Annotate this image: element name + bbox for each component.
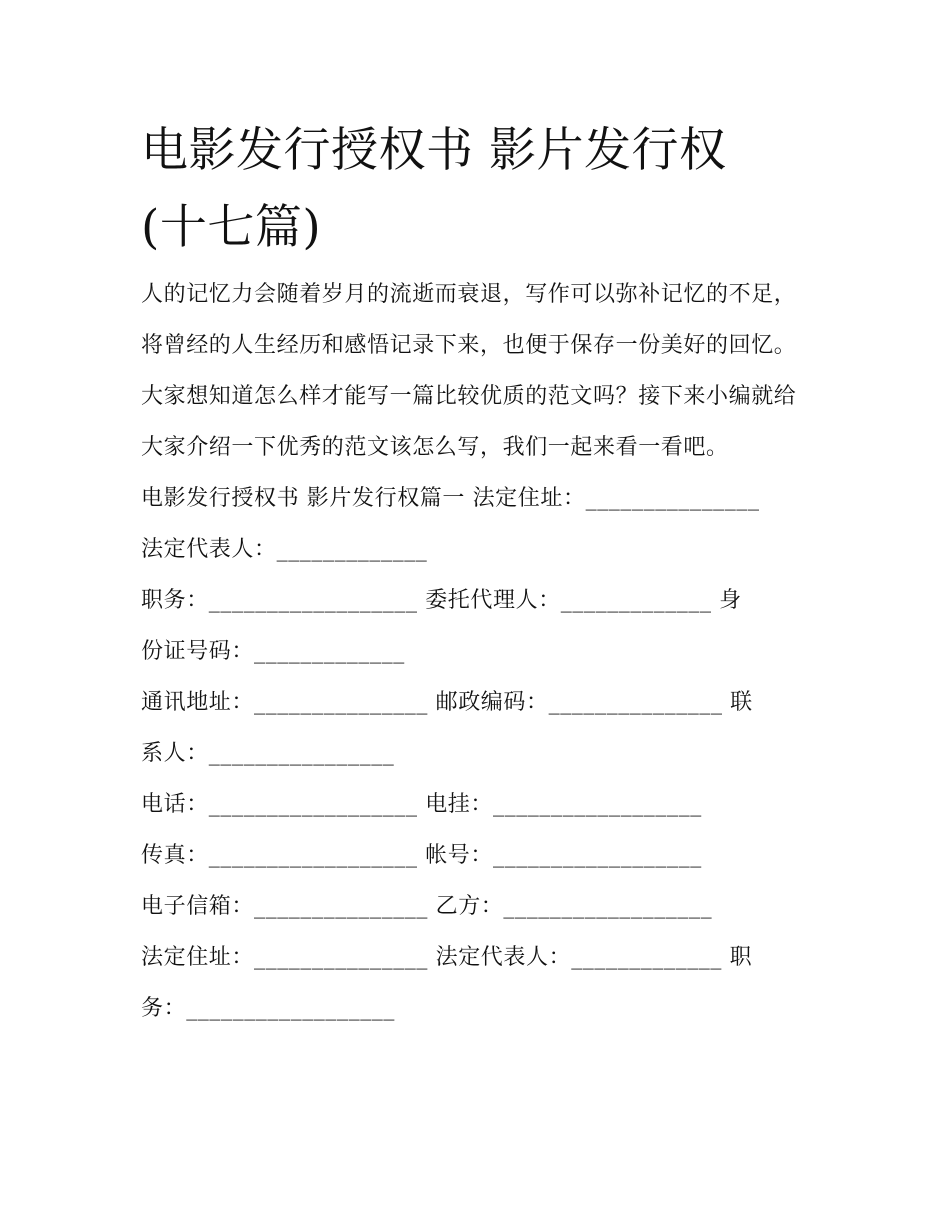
form-line: 电话：__________________ 电挂：__________________ xyxy=(141,792,702,817)
form-line: 系人：________________ xyxy=(141,741,395,766)
form-line: 法定代表人：_____________ xyxy=(141,537,428,562)
intro-paragraph: 人的记忆力会随着岁月的流逝而衰退，写作可以弥补记忆的不足，将曾经的人生经历和感悟记录下来，也便于保存一份美好的回忆。大家想知道怎么样才能写一篇比较优质的范文吗？接下来小编就给大家介绍一下优秀的范文该怎么写，我们一起来看一看吧。 xyxy=(141,282,797,460)
form-line: 通讯地址：_______________ 邮政编码：_______________ 联 xyxy=(141,690,753,715)
form-line: 职务：__________________ 委托代理人：_____________ 身 xyxy=(141,588,742,613)
form-line: 电子信箱：_______________ 乙方：__________________ xyxy=(141,894,713,919)
form-line: 份证号码：_____________ xyxy=(141,639,405,664)
document-page xyxy=(141,112,813,1034)
form-line: 传真：__________________ 帐号：__________________ xyxy=(141,843,702,868)
authorization-form-fields xyxy=(141,473,813,1034)
document-title xyxy=(141,112,813,266)
title-line-2: (十七篇) xyxy=(141,200,322,255)
title-line-1: 电影发行授权书 影片发行权 xyxy=(141,123,727,178)
form-line: 务：__________________ xyxy=(141,996,395,1021)
form-line: 电影发行授权书 影片发行权篇一 法定住址：_______________ xyxy=(141,486,760,511)
form-line: 法定住址：_______________ 法定代表人：_____________ 职 xyxy=(141,945,753,970)
